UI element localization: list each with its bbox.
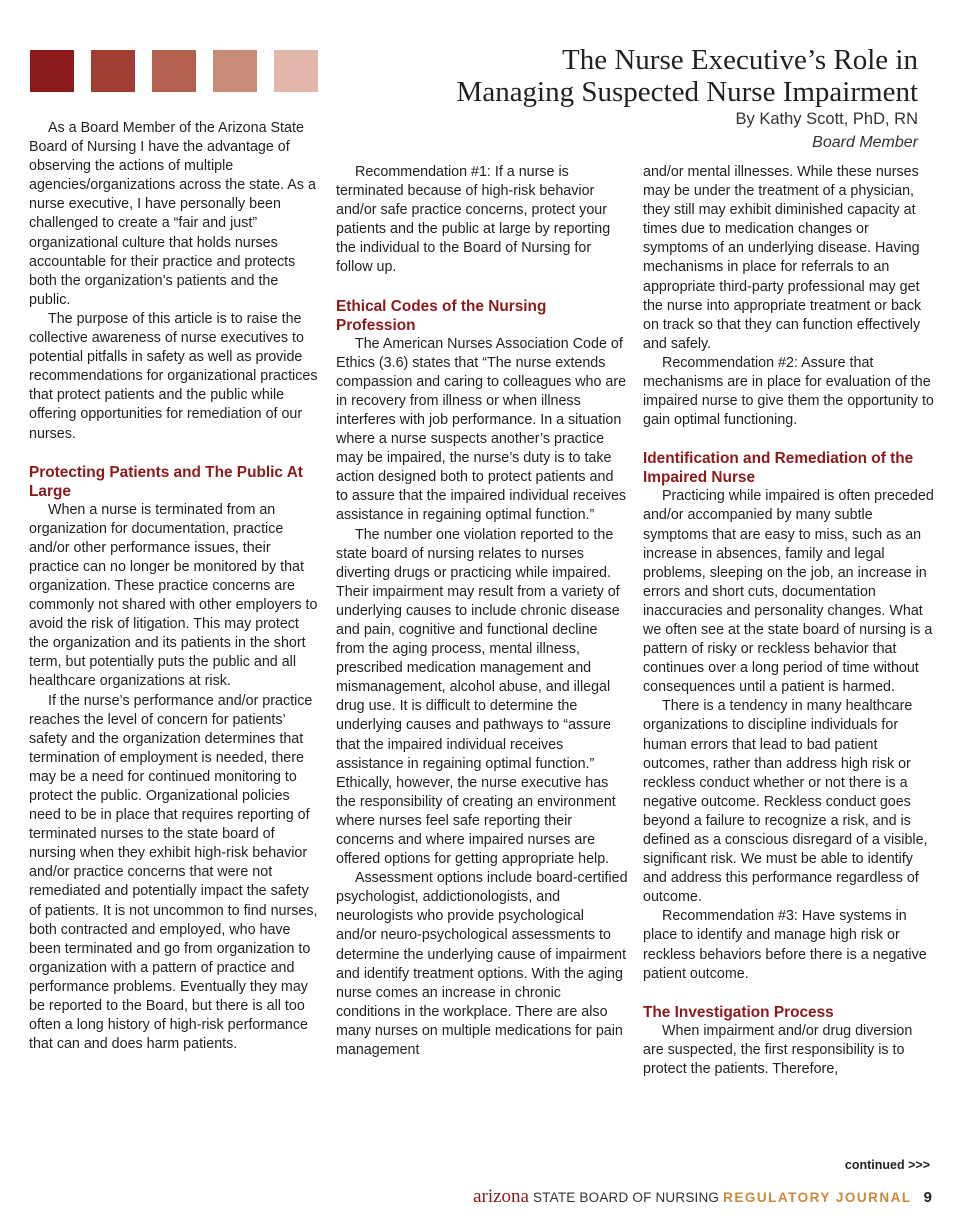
paragraph: The purpose of this article is to raise the collective awareness of nurse executives to potential pitfalls in safety as well as provide recommendations for organizational practices that protect patients and the public while offering opportunities for remediation of our nurses. [29,310,318,442]
color-swatch [91,50,135,92]
footer-board-name: STATE BOARD OF NURSING [532,1190,720,1205]
recommendation-2: Recommendation #2: Assure that mechanisms are in place for evaluation of the impaired nurse to give them the opportunity to gain optimal functioning. [643,354,934,429]
author-byline: By Kathy Scott, PhD, RN [735,110,918,128]
title-line-2: Managing Suspected Nurse Impairment [456,76,918,108]
paragraph: Practicing while impaired is often preceded and/or accompanied by many subtle symptoms that are easy to miss, such as an increase in absences, family and legal problems, sleeping on the job, an increase in errors and short cuts, documentation inaccuracies and personality changes. What we often see at the state board of nursing is a pattern of risky or reckless behavior that continues over a long period of time without consequences until a patient is harmed. [643,488,934,696]
paragraph: and/or mental illnesses. While these nurses may be under the treatment of a physician, they still may exhibit diminished capacity at times due to medication changes or symptoms of an underlying disease. Having mechanisms in place for referrals to an appropriate third-party professional may get the nurse into appropriate treatment or back on track so that they can function effectively and safely. [643,164,922,352]
color-swatch [152,50,196,92]
color-swatch [213,50,257,92]
color-swatch [30,50,74,92]
recommendation-1: Recommendation #1: If a nurse is terminated because of high-risk behavior and/or safe practice concerns, protect your patients and the public at large by reporting the individual to the Board of Nursing for follow up. [336,164,611,276]
column-3 [643,163,935,1079]
section-heading: Protecting Patients and The Public At Large [29,463,303,500]
column-2 [336,163,628,1060]
paragraph: If the nurse’s performance and/or practice reaches the level of concern for patients’ safety and the organization determines that termination of employment is needed, there may be a need for continued monitoring to protect the public. Organizational policies need to be in place that requires reporting of terminated nurses to the state board of nursing when they exhibit high-risk behavior and/or practice concerns that were not remediated and potentially impact the safety of patients. It is not uncommon to find nurses, both contracted and employed, who have been terminated and go from organization to organization with a pattern of practice and performance problems. Eventually they may be reported to the Board, but there is all too often a long history of high-risk performance that can and does harm patients. [29,692,318,1053]
paragraph: Assessment options include board-certified psychologist, addictionologists, and neurologists who provide psychological and/or neuro-psychological assessments to determine the underlying cause of impairment and identify treatment options. With the aging nurse comes an increase in chronic conditions in the workplace. There are also many nurses on multiple medications for pain management [336,870,628,1059]
paragraph: As a Board Member of the Arizona State Board of Nursing I have the advantage of observing the actions of multiple agencies/organizations across the state. As a nurse executive, I have personally been challenged to create a “fair and just” organizational culture that holds nurses accountable for their practice and protects both the organization’s patients and the public. [29,120,316,308]
footer-journal-name: REGULATORY JOURNAL [723,1190,912,1205]
title-line-1: The Nurse Executive’s Role in [562,44,918,76]
paragraph: When impairment and/or drug diversion are suspected, the first responsibility is to protect the patients. Therefore, [643,1022,913,1077]
recommendation-3: Recommendation #3: Have systems in place to identify and manage high risk or reckless behaviors before there is a negative patient outcome. [643,908,927,982]
color-swatch [274,50,318,92]
continued-link[interactable]: continued >>> [844,1158,930,1172]
author-role: Board Member [812,134,918,151]
paragraph: There is a tendency in many healthcare organizations to discipline individuals for human errors that lead to bad patient outcomes, rather than address high risk or reckless conduct whether or not there is a negative outcome. Reckless conduct goes beyond a failure to recognize a risk, and is defined as a conscious disregard of a visible, significant risk. We must be able to identify and address this performance regardless of outcome. [643,698,928,906]
paragraph: The number one violation reported to the state board of nursing relates to nurses diverting drugs or practicing while impaired. Their impairment may result from a variety of underlying causes to include chronic disease and pain, cognitive and functional decline from the aging process, mental illness, prescribed medication management and mismanagement, alcohol abuse, and illegal drug use. It is difficult to determine the underlying causes and pathways to “assure that the impaired individual receives assistance in regaining optimal function.” Ethically, however, the nurse executive has the responsibility of creating an environment where nurses feel safe reporting their concerns and where impaired nurses are offered options for getting appropriate help. [336,526,620,868]
footer-brand: arizona [473,1186,529,1207]
page-footer [473,1186,932,1210]
section-heading: Ethical Codes of the Nursing Profession [336,297,547,334]
article-title [398,44,918,108]
section-heading: Identification and Remediation of the Impaired Nurse [643,450,914,487]
paragraph: The American Nurses Association Code of Ethics (3.6) states that “The nurse extends compassion and caring to colleagues who are in recovery from illness or when illness interferes with job performance. In a situation where a nurse suspects another’s practice may be impaired, the nurse’s duty is to take action designed both to protect patients and to assure that the impaired individual receives assistance in regaining optimal function.” [336,335,627,524]
paragraph: When a nurse is terminated from an organization for documentation, practice and/or other performance issues, their practice can no longer be monitored by that organization. These practice concerns are commonly not shared with other employers to avoid the risk of litigation. This may protect the organization and its patients in the short term, but potentially puts the public and all healthcare organizations at risk. [29,501,318,690]
column-1 [29,119,321,1054]
page-number: 9 [923,1189,932,1206]
section-heading: The Investigation Process [643,1003,834,1021]
